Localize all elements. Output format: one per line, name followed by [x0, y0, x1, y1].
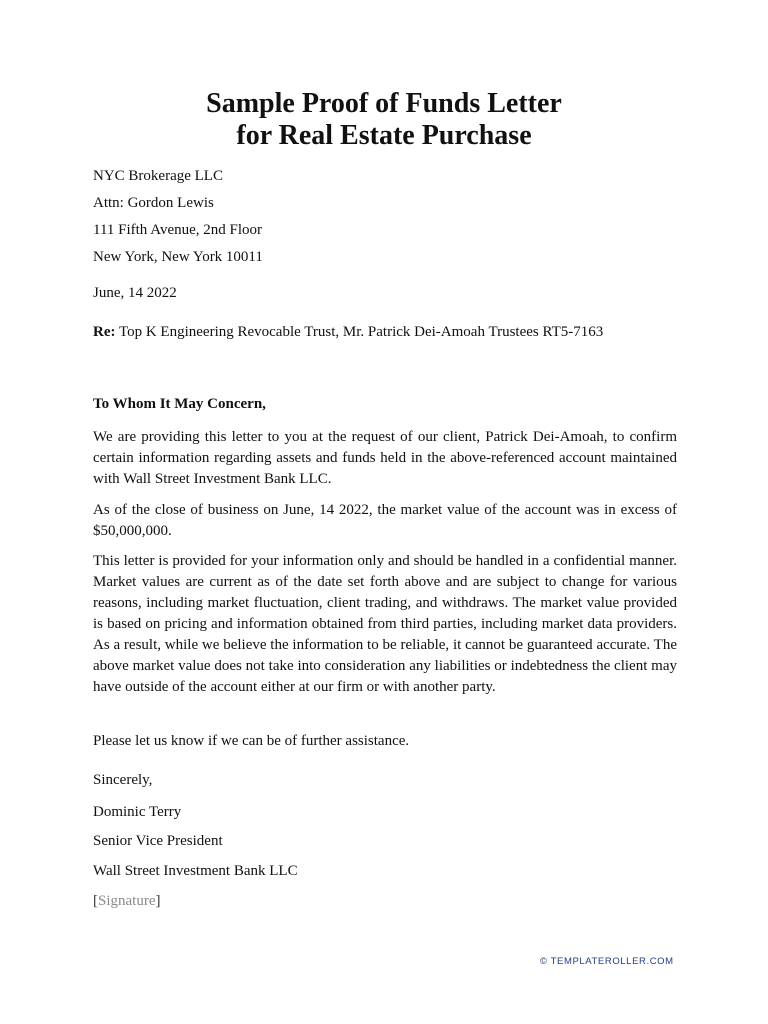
signature-bracket-open: [ — [93, 893, 98, 909]
title-line-2: for Real Estate Purchase — [236, 120, 532, 151]
closing-sincerely: Sincerely, — [93, 772, 153, 788]
body-paragraph-1: We are providing this letter to you at the request of our client, Patrick Dei-Amoah, to confirm certain information regarding assets and funds held in the above-referenced account maintained with Wall Street Investment Bank LLC. — [93, 429, 677, 487]
recipient-company: NYC Brokerage LLC — [93, 168, 223, 184]
footer-credit — [540, 955, 674, 969]
document-title — [0, 88, 768, 152]
copyright-icon: © — [540, 956, 548, 967]
recipient-attn: Attn: Gordon Lewis — [93, 195, 214, 211]
body-paragraph-3: This letter is provided for your information only and should be handled in a confidential manner. Market values are current as of the date set forth above and are subject to change for various reasons, including market fluctuation, client trading, and withdraws. The market value provided is based on pricing and information obtained from third parties, including market data providers. As a result, while we believe the information to be reliable, it cannot be guaranteed accurate. The above market value does not take into consideration any liabilities or indebtedness the client may have outside of the account either at our firm or with another party. — [93, 553, 677, 695]
body-paragraph-2: As of the close of business on June, 14 2022, the market value of the account was in excess of $50,000,000. — [93, 502, 677, 539]
footer-site-link[interactable]: TEMPLATEROLLER.COM — [550, 956, 674, 967]
body-paragraph-4: Please let us know if we can be of further assistance. — [93, 733, 410, 749]
signature-bracket-close: ] — [155, 893, 161, 909]
signer-name: Dominic Terry — [93, 804, 182, 820]
reference-line — [93, 322, 677, 342]
letter-date: June, 14 2022 — [93, 285, 177, 301]
signer-company: Wall Street Investment Bank LLC — [93, 863, 298, 879]
salutation: To Whom It May Concern, — [93, 396, 266, 412]
recipient-city: New York, New York 10011 — [93, 249, 263, 265]
signature-field — [93, 892, 161, 910]
title-line-1: Sample Proof of Funds Letter — [206, 88, 562, 119]
reference-label: Re: — [93, 324, 116, 340]
signer-position: Senior Vice President — [93, 833, 223, 849]
reference-text: Top K Engineering Revocable Trust, Mr. Patrick Dei-Amoah Trustees RT5-7163 — [118, 324, 604, 340]
recipient-street: 111 Fifth Avenue, 2nd Floor — [93, 222, 263, 238]
signature-placeholder: Signature — [98, 893, 156, 909]
